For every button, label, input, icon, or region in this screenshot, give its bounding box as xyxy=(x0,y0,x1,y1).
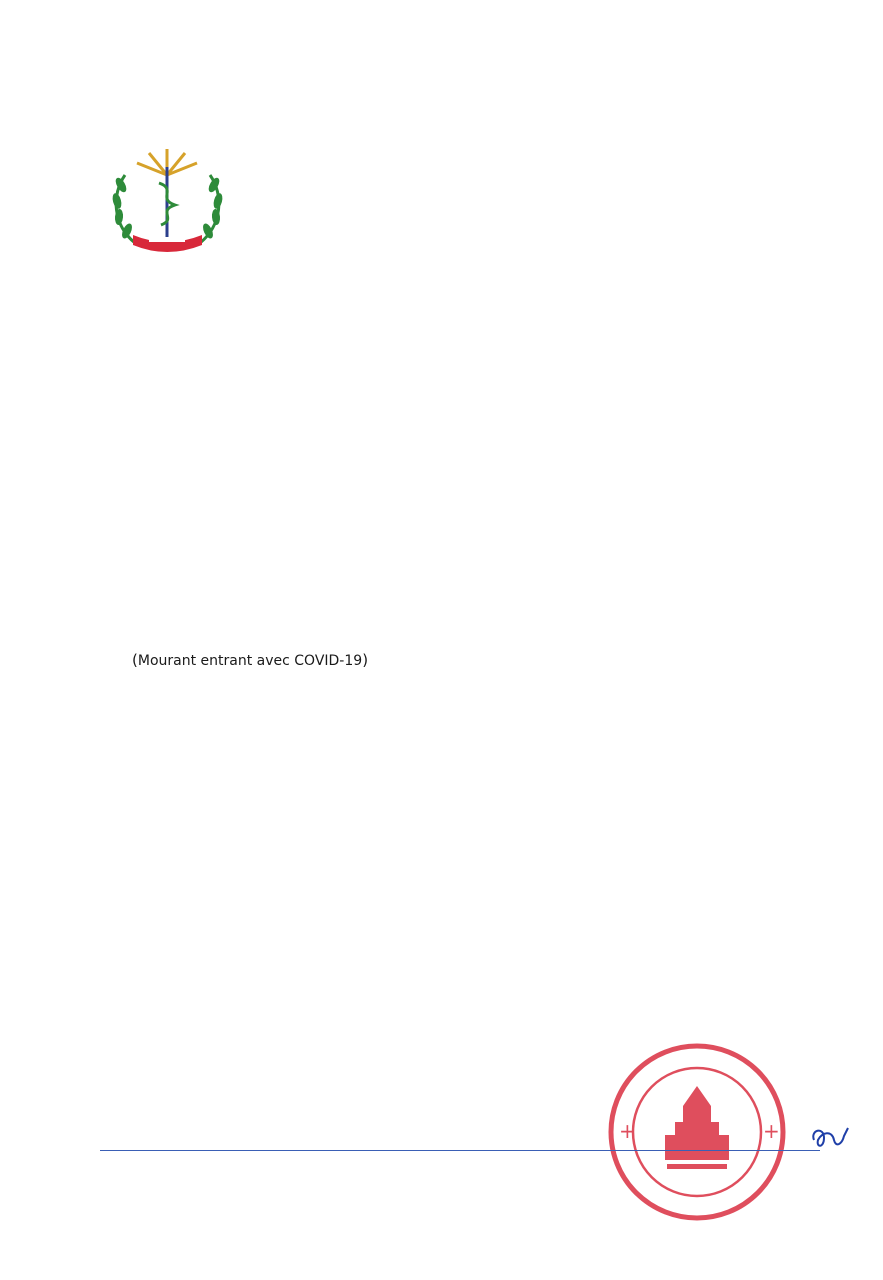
kingdom-header xyxy=(300,112,600,188)
official-seal-icon xyxy=(605,1040,790,1225)
svg-text:+: + xyxy=(619,1119,636,1143)
footer-divider xyxy=(100,1150,820,1151)
svg-text:+: + xyxy=(763,1119,780,1143)
ministry-name xyxy=(78,258,263,292)
case-text xyxy=(100,516,846,580)
title-line-1 xyxy=(180,302,720,336)
case-item-3 xyxy=(86,904,846,1032)
footer-address xyxy=(100,1156,820,1176)
case-text xyxy=(100,904,846,968)
ministry-emblem-icon xyxy=(105,145,230,260)
title-line-3 xyxy=(180,370,720,404)
document-body xyxy=(86,450,846,1032)
title-line-4 xyxy=(180,404,720,442)
kingdom-line-2 xyxy=(300,150,600,188)
case-text xyxy=(100,710,846,774)
case-item-1 xyxy=(86,516,846,644)
title-line-2 xyxy=(180,336,720,370)
intro-paragraph xyxy=(86,450,846,514)
case-finding-1: (Mourant entrant avec COVID-19) xyxy=(132,651,369,669)
document-title xyxy=(180,302,720,442)
finding-latin: Mourant entrant avec COVID-19 xyxy=(137,653,363,669)
case-item-2 xyxy=(86,710,846,838)
case-finding-2 xyxy=(86,838,846,902)
kingdom-line-1 xyxy=(300,112,600,150)
